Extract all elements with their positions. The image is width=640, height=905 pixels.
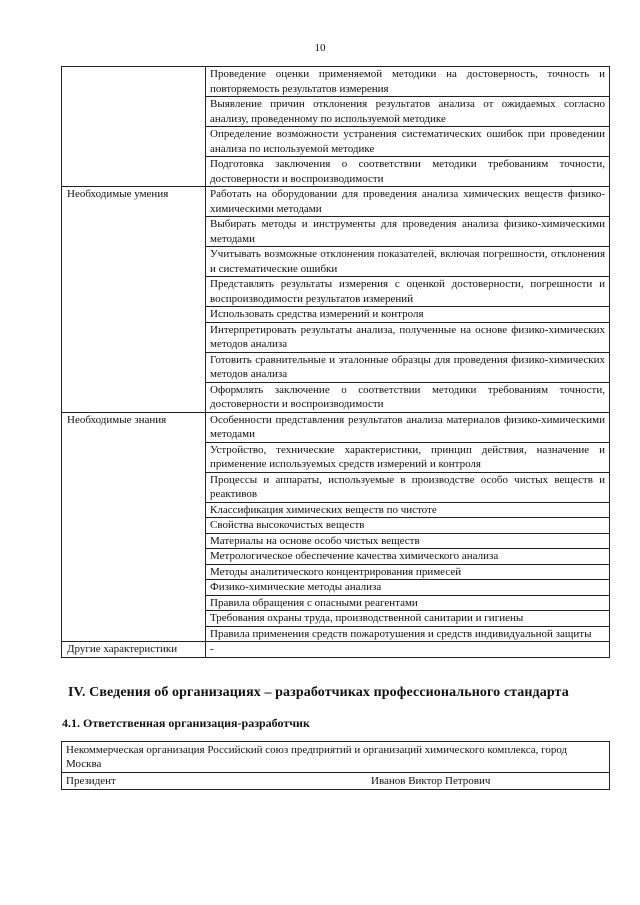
signatory-name: Иванов Виктор Петрович <box>371 775 491 787</box>
empty-label-cell <box>62 67 206 187</box>
competency-table <box>61 66 610 658</box>
signatory-row <box>66 774 605 788</box>
subsection-title: 4.1. Ответственная организация-разработчик <box>62 716 310 730</box>
table-cell: Метрологическое обеспечение качества химического анализа <box>206 549 610 565</box>
table-cell: Правила применения средств пожаротушения и средств индивидуальной защиты <box>206 626 610 642</box>
org-table <box>61 741 610 790</box>
table-cell: Материалы на основе особо чистых веществ <box>206 533 610 549</box>
table-cell: Учитывать возможные отклонения показателей, включая погрешности, отклонения и систематические ошибки <box>206 247 610 277</box>
table-cell: Выбирать методы и инструменты для проведения анализа физико-химическими методами <box>206 217 610 247</box>
table-cell: Работать на оборудовании для проведения анализа химических веществ физико-химическими методами <box>206 187 610 217</box>
table-cell: Правила обращения с опасными реагентами <box>206 595 610 611</box>
org-name: Некоммерческая организация Российский союз предприятий и организаций химического комплекса, город Москва <box>62 742 610 773</box>
org-signatory-cell <box>62 773 610 790</box>
table-cell: Требования охраны труда, производственной санитарии и гигиены <box>206 611 610 627</box>
table-cell: Особенности представления результатов анализа материалов физико-химическими методами <box>206 412 610 442</box>
page-number: 10 <box>314 42 326 54</box>
table-cell: Представлять результаты измерения с оценкой достоверности, погрешности и воспроизводимости результатов измерений <box>206 277 610 307</box>
table-row <box>62 773 610 790</box>
skills-label: Необходимые умения <box>62 187 206 413</box>
table-row <box>62 742 610 773</box>
section-title: IV. Сведения об организациях – разработчиках профессионального стандарта <box>68 685 569 700</box>
table-cell: Физико-химические методы анализа <box>206 580 610 596</box>
table-cell: Методы аналитического концентрирования примесей <box>206 564 610 580</box>
table-cell: Интерпретировать результаты анализа, полученные на основе физико-химических методов анализа <box>206 322 610 352</box>
table-cell: Процессы и аппараты, используемые в производстве особо чистых веществ и реактивов <box>206 472 610 502</box>
table-cell: Определение возможности устранения систематических ошибок при проведении анализа по используемой методике <box>206 127 610 157</box>
table-cell: Готовить сравнительные и эталонные образцы для проведения физико-химических методов анализа <box>206 352 610 382</box>
table-cell: Подготовка заключения о соответствии методики требованиям точности, достоверности и воспроизводимости <box>206 157 610 187</box>
table-cell: Проведение оценки применяемой методики на достоверность, точность и повторяемость результатов измерения <box>206 67 610 97</box>
table-row <box>62 642 610 658</box>
signatory-position: Президент <box>66 775 116 787</box>
table-row <box>62 67 610 97</box>
table-cell: Использовать средства измерений и контроля <box>206 307 610 323</box>
other-value: - <box>206 642 610 658</box>
table-row <box>62 412 610 442</box>
knowledge-label: Необходимые знания <box>62 412 206 642</box>
table-cell: Свойства высокочистых веществ <box>206 518 610 534</box>
table-cell: Оформлять заключение о соответствии методики требованиям точности, достоверности и воспроизводимости <box>206 382 610 412</box>
table-cell: Классификация химических веществ по чистоте <box>206 502 610 518</box>
other-label: Другие характеристики <box>62 642 206 658</box>
table-cell: Выявление причин отклонения результатов анализа от ожидаемых согласно анализу, проведенному по используемой методике <box>206 97 610 127</box>
table-cell: Устройство, технические характеристики, принцип действия, назначение и применение используемых средств измерений и контроля <box>206 442 610 472</box>
table-row <box>62 187 610 217</box>
